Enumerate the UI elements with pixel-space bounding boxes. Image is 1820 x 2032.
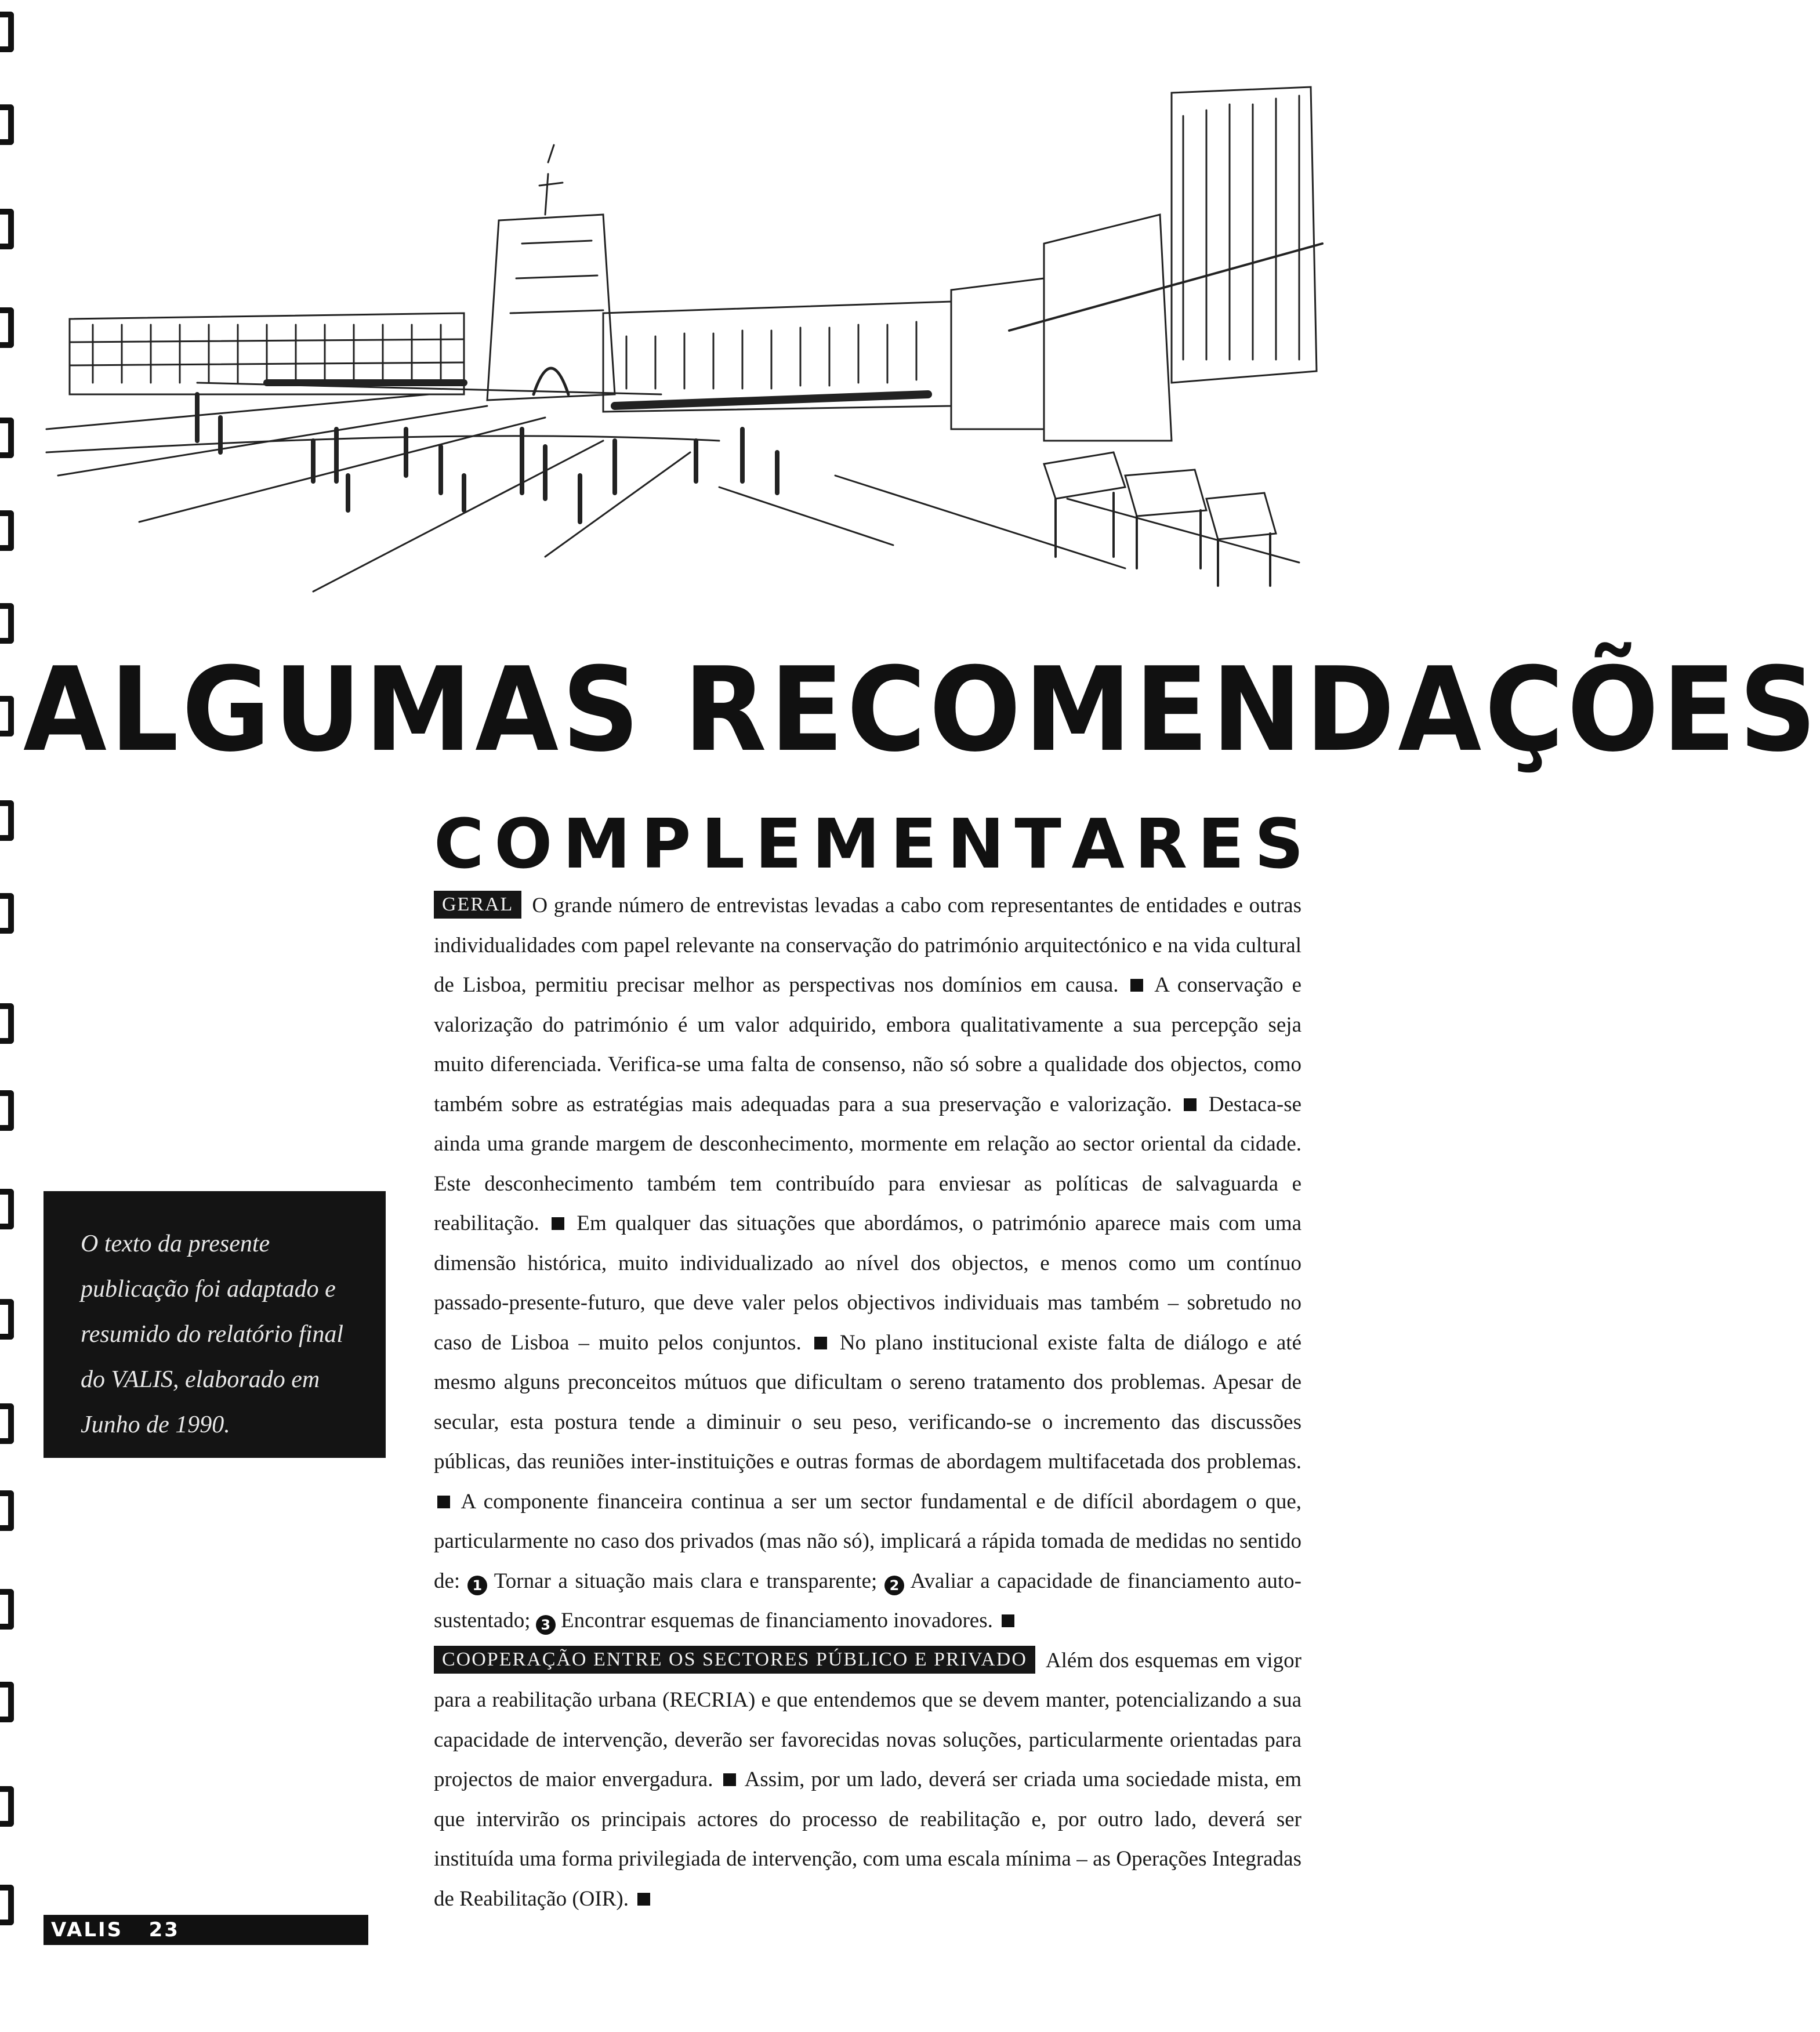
subtitle-letter: M	[811, 804, 880, 884]
cooperacao-text: Assim, por um lado, deverá ser criada uma sociedade mista, em que intervirão os principais actores do processo de reabilitação e, por outro lado, deverá ser instituída uma forma privilegiada de intervenção, com uma escala mínima – as Operações Integradas de Reabilitação (OIR).	[434, 1768, 1302, 1911]
square-bullet-icon	[723, 1773, 736, 1786]
square-bullet-icon	[1130, 979, 1143, 992]
publication-name: VALIS	[51, 1918, 124, 1942]
subtitle-letter: L	[701, 804, 745, 884]
page-number: 23	[148, 1918, 180, 1942]
square-bullet-icon	[814, 1337, 827, 1349]
list-item-text: Avaliar a capacidade de financiamento auto-sustentado;	[434, 1569, 1302, 1632]
subtitle-letter: P	[641, 804, 691, 884]
square-bullet-icon	[1002, 1614, 1014, 1627]
list-item-text: Encontrar esquemas de financiamento inovadores.	[560, 1609, 993, 1632]
subtitle-letter: R	[1134, 804, 1188, 884]
cooperacao-text: Além dos esquemas em vigor para a reabilitação urbana (RECRIA) e que entendemos que se devem manter, potencializando a sua capacidade de intervenção, deverão ser favorecidas novas soluções, particularmente orientadas para projectos de maior envergadura.	[434, 1648, 1301, 1791]
section-cooperacao	[434, 1641, 1301, 1919]
subtitle-letter: C	[434, 804, 484, 884]
number-three-icon: 3	[536, 1615, 556, 1635]
section-geral	[434, 886, 1301, 1641]
geral-text: A componente financeira continua a ser um sector fundamental e de difícil abordagem o que, particularmente no caso dos privados (mas não só), implicará a rápida tomada de medidas no sentido de:	[434, 1489, 1301, 1593]
sidebar-note: O texto da presente publicação foi adaptado e resumido do relatório final do VALIS, elaborado em Junho de 1990.	[43, 1191, 386, 1458]
subtitle-letter: E	[755, 804, 802, 884]
section-label-cooperacao: COOPERAÇÃO ENTRE OS SECTORES PÚBLICO E PRIVADO	[434, 1646, 1035, 1674]
number-two-icon: 2	[884, 1576, 904, 1595]
subtitle-letter: N	[947, 804, 1005, 884]
geral-text: Em qualquer das situações que abordámos, o património aparece mais com uma dimensão histórica, muito individualizado ao nível dos objectos, e menos como um contínuo passado-presente-futuro, que deve valer pelos objectivos individuais mas também – sobretudo no caso de Lisboa – muito pelos conjuntos.	[434, 1211, 1302, 1355]
subtitle-letter: S	[1254, 804, 1304, 884]
square-bullet-icon	[637, 1893, 650, 1906]
subtitle-letter: T	[1014, 804, 1061, 884]
geral-text: Destaca-se ainda uma grande margem de desconhecimento, mormente em relação ao sector oriental da cidade. Este desconhecimento também tem contribuído para enviesar as políticas de salvaguarda e reabilitação.	[434, 1092, 1302, 1235]
article-body	[434, 886, 1301, 1919]
subtitle-letter: E	[890, 804, 937, 884]
section-label-geral: GERAL	[434, 891, 521, 919]
footer-label	[51, 1915, 180, 1945]
page-subtitle	[434, 794, 1304, 893]
subtitle-letter: O	[494, 804, 553, 884]
number-one-icon: 1	[467, 1576, 487, 1595]
page-title: ALGUMAS RECOMENDAÇÕES	[23, 643, 1820, 778]
geral-text: O grande número de entrevistas levadas a cabo com representantes de entidades e outras individualidades com papel relevante na conservação do património arquitectónico e na vida cultural de Lisboa, permitiu precisar melhor as perspectivas nos domínios em causa.	[434, 894, 1301, 997]
subtitle-letter: M	[563, 804, 631, 884]
subtitle-letter: A	[1071, 804, 1125, 884]
spiral-binding	[0, 0, 23, 2032]
geral-text: A conservação e valorização do património é um valor adquirido, embora qualitativamente a sua percepção seja muito diferenciada. Verifica-se uma falta de consenso, não só sobre a qualidade dos objectos, como também sobre as estratégias mais adequadas para a sua preservação e valorização.	[434, 973, 1302, 1116]
square-bullet-icon	[552, 1217, 564, 1230]
list-item-text: Tornar a situação mais clara e transparente;	[494, 1569, 878, 1593]
square-bullet-icon	[437, 1496, 450, 1508]
subtitle-letter: E	[1197, 804, 1245, 884]
city-square-sketch	[23, 70, 1334, 638]
square-bullet-icon	[1184, 1098, 1197, 1111]
geral-text: No plano institucional existe falta de diálogo e até mesmo alguns preconceitos mútuos que dificultam o sereno tratamento dos problemas. Apesar de secular, esta postura tende a diminuir o seu peso, verificando-se o incremento das discussões públicas, das reuniões inter-instituições e outras formas de abordagem multifacetada dos problemas.	[434, 1330, 1301, 1474]
